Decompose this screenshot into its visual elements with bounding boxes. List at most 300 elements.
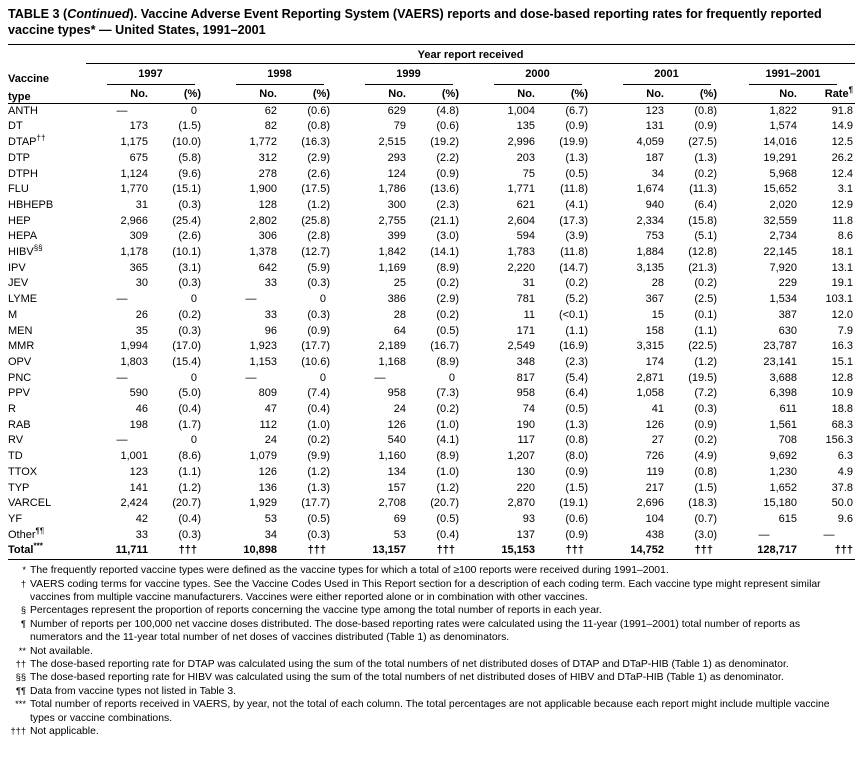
cell-pct: 26.2 bbox=[831, 151, 854, 164]
cell-pct: (0.8) bbox=[565, 434, 588, 447]
year-label: 1998 bbox=[236, 65, 324, 85]
cell-no: 157 bbox=[387, 481, 406, 494]
cell-no: 781 bbox=[516, 293, 535, 306]
cell-no: 32,559 bbox=[763, 214, 797, 227]
cell-pct: (1.0) bbox=[436, 465, 459, 478]
cell-no: — bbox=[116, 434, 128, 447]
cell-no: 117 bbox=[517, 434, 535, 447]
table-row bbox=[8, 496, 855, 512]
cell-pct: (7.3) bbox=[436, 387, 459, 400]
cell-pct: (0.3) bbox=[307, 528, 330, 541]
table-row bbox=[8, 339, 855, 355]
cell-pct: (0.2) bbox=[565, 277, 588, 290]
cell-pct: (2.2) bbox=[436, 151, 459, 164]
cell-pct: 0 bbox=[319, 293, 326, 306]
vaccine-name: LYME bbox=[8, 293, 38, 306]
cell-pct: (9.9) bbox=[307, 450, 330, 463]
cell-no: 621 bbox=[516, 198, 535, 211]
cell-pct: (15.8) bbox=[688, 214, 717, 227]
cell-no: 940 bbox=[645, 198, 664, 211]
cell-no: 28 bbox=[651, 277, 664, 290]
cell-no: 1,160 bbox=[378, 450, 406, 463]
cell-pct: (8.9) bbox=[436, 261, 459, 274]
table-row bbox=[8, 324, 855, 340]
cell-no: 19,291 bbox=[763, 151, 797, 164]
cell-no: 9,692 bbox=[769, 450, 797, 463]
footnote bbox=[8, 645, 855, 658]
cell-pct: (7.2) bbox=[694, 387, 717, 400]
cell-no: 1,652 bbox=[769, 481, 797, 494]
cell-pct: (16.3) bbox=[301, 136, 330, 149]
table-row bbox=[8, 214, 855, 230]
cell-no: 131 bbox=[645, 120, 664, 133]
cell-no: 3,315 bbox=[636, 340, 664, 353]
vaccine-name: PPV bbox=[8, 387, 31, 400]
cell-no: 611 bbox=[779, 403, 797, 416]
cell-no: 2,604 bbox=[507, 214, 535, 227]
cell-pct: (10.6) bbox=[301, 355, 330, 368]
cell-no: 2,870 bbox=[507, 497, 535, 510]
cell-no: 708 bbox=[778, 434, 797, 447]
cell-pct: (16.7) bbox=[430, 340, 459, 353]
vaccine-name: MMR bbox=[8, 340, 35, 353]
cell-no: 64 bbox=[393, 324, 406, 337]
cell-no: 2,802 bbox=[249, 214, 277, 227]
cell-pct: (0.1) bbox=[694, 308, 717, 321]
cell-pct: (1.1) bbox=[565, 324, 588, 337]
cell-no: 2,996 bbox=[507, 136, 535, 149]
cell-no: 3,688 bbox=[769, 371, 797, 384]
cell-pct: 12.0 bbox=[831, 308, 854, 321]
year-group-label bbox=[473, 63, 602, 85]
table-row bbox=[8, 151, 855, 167]
cell-no: 2,871 bbox=[636, 371, 664, 384]
year-group-label bbox=[602, 63, 731, 85]
cell-pct: (0.4) bbox=[307, 403, 330, 416]
vaccine-name: TD bbox=[8, 450, 23, 463]
cell-no: 27 bbox=[651, 434, 664, 447]
year-group-label bbox=[86, 63, 215, 85]
cell-no: 31 bbox=[522, 277, 535, 290]
table-row bbox=[8, 449, 855, 465]
cell-no: 136 bbox=[258, 481, 277, 494]
cell-pct: (0.8) bbox=[694, 104, 717, 117]
footnote bbox=[8, 618, 855, 645]
cell-no: 171 bbox=[516, 324, 535, 337]
footnote bbox=[8, 685, 855, 698]
cell-no: 173 bbox=[129, 120, 148, 133]
cell-pct: (7.4) bbox=[307, 387, 330, 400]
cell-no: 2,734 bbox=[769, 230, 797, 243]
cell-no: 438 bbox=[645, 528, 664, 541]
cell-no: 229 bbox=[778, 277, 797, 290]
table-row bbox=[8, 402, 855, 418]
cell-no: 365 bbox=[129, 261, 148, 274]
cell-no: 126 bbox=[387, 418, 406, 431]
cell-no: 1,168 bbox=[378, 355, 406, 368]
cell-no: 1,178 bbox=[120, 246, 148, 259]
cell-no: 630 bbox=[778, 324, 797, 337]
cell-pct: (1.0) bbox=[436, 418, 459, 431]
cell-no: 1,822 bbox=[769, 104, 797, 117]
cell-pct: (11.3) bbox=[689, 183, 717, 196]
cell-no: 1,770 bbox=[120, 183, 148, 196]
cell-no: 82 bbox=[264, 120, 277, 133]
cell-pct: (2.3) bbox=[436, 198, 459, 211]
vaccine-name: ANTH bbox=[8, 104, 38, 117]
subheader-pct: (%) bbox=[158, 85, 215, 104]
subheader-no: No. bbox=[602, 85, 674, 104]
cell-no: 41 bbox=[651, 403, 664, 416]
footnote bbox=[8, 578, 855, 605]
footnote bbox=[8, 698, 855, 725]
cell-no: 217 bbox=[645, 481, 664, 494]
cell-pct: (17.7) bbox=[301, 340, 330, 353]
cell-pct: (17.5) bbox=[301, 183, 330, 196]
cell-pct: (8.9) bbox=[436, 450, 459, 463]
cell-pct: (19.1) bbox=[559, 497, 588, 510]
cell-no: 123 bbox=[645, 104, 664, 117]
vaccine-col-spacer bbox=[8, 44, 86, 63]
vaccine-name: HIBV§§ bbox=[8, 243, 43, 259]
cell-pct: (25.8) bbox=[301, 214, 330, 227]
cell-pct: ††† bbox=[436, 544, 455, 557]
cell-no: 75 bbox=[522, 167, 535, 180]
cell-pct: 0 bbox=[190, 293, 197, 306]
cell-pct: (0.5) bbox=[565, 167, 588, 180]
table-row bbox=[8, 528, 855, 544]
cell-no: 1,207 bbox=[507, 450, 535, 463]
cell-pct: (4.8) bbox=[436, 104, 459, 117]
cell-no: 79 bbox=[393, 120, 406, 133]
cell-pct: ††† bbox=[834, 544, 854, 557]
vaccine-name: IPV bbox=[8, 261, 26, 274]
cell-pct: 12.8 bbox=[831, 371, 854, 384]
cell-no: 1,169 bbox=[378, 261, 406, 274]
cell-pct: ††† bbox=[565, 544, 584, 557]
cell-no: 2,515 bbox=[378, 136, 406, 149]
cell-no: 42 bbox=[135, 513, 148, 525]
cell-pct: (1.3) bbox=[307, 481, 330, 494]
subheader-pct: Rate¶ bbox=[805, 85, 855, 104]
cell-pct: (4.9) bbox=[694, 450, 717, 463]
cell-no: 594 bbox=[516, 230, 535, 243]
cell-pct: 12.4 bbox=[831, 167, 854, 180]
footnote-text: Not applicable. bbox=[30, 725, 99, 737]
cell-pct: (0.3) bbox=[178, 198, 201, 211]
cell-pct: 18.8 bbox=[831, 403, 854, 416]
cell-pct: (0.4) bbox=[178, 403, 201, 416]
cell-pct: (0.3) bbox=[178, 528, 201, 541]
vaccine-name: Total*** bbox=[8, 541, 43, 557]
table-row bbox=[8, 229, 855, 245]
footnote-text: The frequently reported vaccine types were defined as the vaccine types for which a total of ≥100 reports were received during 1991–2001. bbox=[30, 565, 669, 577]
cell-pct: 12.9 bbox=[831, 198, 854, 211]
footnote-marker: †† bbox=[15, 658, 26, 669]
subheader-pct: (%) bbox=[416, 85, 473, 104]
vaccine-name: HEPA bbox=[8, 230, 38, 243]
cell-pct: (0.6) bbox=[307, 104, 330, 117]
cell-pct: (3.1) bbox=[178, 261, 201, 274]
cell-pct: (19.9) bbox=[559, 136, 588, 149]
cell-pct: (0.5) bbox=[307, 513, 330, 525]
cell-no: 53 bbox=[393, 528, 406, 541]
subheader-no: No. bbox=[86, 85, 158, 104]
cell-no: 1,884 bbox=[636, 246, 664, 259]
cell-pct: (0.3) bbox=[178, 324, 201, 337]
cell-pct: (0.2) bbox=[436, 308, 459, 321]
cell-no: 10,898 bbox=[243, 544, 277, 557]
cell-no: 3,135 bbox=[636, 261, 664, 274]
cell-no: 46 bbox=[135, 403, 148, 416]
table-title bbox=[8, 6, 855, 39]
cell-no: 629 bbox=[387, 104, 406, 117]
cell-pct: (0.5) bbox=[436, 324, 459, 337]
cell-no: 34 bbox=[651, 167, 664, 180]
title-rest: ). Vaccine Adverse Event Reporting System (VAERS) reports and dose-based reporting rates for frequently reported vaccine types* — United States, 1991–2001 bbox=[8, 7, 822, 38]
cell-pct: (0.2) bbox=[694, 277, 717, 290]
table-row bbox=[8, 245, 855, 261]
cell-pct: (0.9) bbox=[565, 528, 588, 541]
cell-pct: (0.3) bbox=[178, 277, 201, 290]
cell-pct: (2.6) bbox=[178, 230, 201, 243]
cell-pct: (25.4) bbox=[172, 214, 201, 227]
cell-no: 1,124 bbox=[120, 167, 148, 180]
table-row bbox=[8, 418, 855, 434]
cell-no: 817 bbox=[516, 371, 535, 384]
cell-pct: ††† bbox=[178, 544, 197, 557]
cell-no: — bbox=[116, 293, 128, 306]
vaccine-name: RAB bbox=[8, 418, 31, 431]
cell-pct: (5.8) bbox=[178, 151, 201, 164]
cell-pct: (1.3) bbox=[694, 151, 717, 164]
year-label: 1997 bbox=[107, 65, 195, 85]
vaers-table bbox=[8, 44, 855, 560]
cell-pct: (0.2) bbox=[178, 308, 201, 321]
cell-pct: (21.3) bbox=[688, 261, 717, 274]
cell-pct: (0.9) bbox=[694, 120, 717, 133]
vaccine-name: M bbox=[8, 308, 18, 321]
subheader-no: No. bbox=[473, 85, 545, 104]
cell-no: 31 bbox=[135, 198, 148, 211]
cell-pct: (0.8) bbox=[307, 120, 330, 133]
cell-pct: (8.9) bbox=[436, 355, 459, 368]
cell-pct: (0.9) bbox=[694, 418, 717, 431]
cell-no: 30 bbox=[135, 277, 148, 290]
cell-no: 26 bbox=[135, 308, 148, 321]
cell-pct: (0.2) bbox=[694, 167, 717, 180]
cell-pct: (1.2) bbox=[307, 465, 330, 478]
cell-pct: (2.8) bbox=[307, 230, 330, 243]
cell-pct: (0.4) bbox=[436, 528, 459, 541]
cell-pct: (1.1) bbox=[178, 465, 201, 478]
cell-no: 1,783 bbox=[507, 246, 535, 259]
cell-pct: (17.0) bbox=[172, 340, 201, 353]
cell-no: 47 bbox=[264, 403, 277, 416]
cell-no: 642 bbox=[258, 261, 277, 274]
cell-pct: (5.1) bbox=[694, 230, 717, 243]
cell-pct: (12.7) bbox=[301, 246, 330, 259]
cell-no: 1,153 bbox=[249, 355, 277, 368]
table-row bbox=[8, 135, 855, 151]
cell-no: 4,059 bbox=[636, 136, 664, 149]
cell-pct: (1.2) bbox=[307, 198, 330, 211]
cell-pct: 0 bbox=[190, 434, 197, 447]
cell-no: 6,398 bbox=[769, 387, 797, 400]
cell-no: 174 bbox=[645, 355, 664, 368]
table-body bbox=[8, 103, 855, 559]
cell-no: 24 bbox=[393, 403, 406, 416]
title-prefix: TABLE 3 ( bbox=[8, 7, 68, 21]
cell-no: 33 bbox=[135, 528, 148, 541]
cell-no: 726 bbox=[645, 450, 664, 463]
table-row bbox=[8, 386, 855, 402]
subheader-row bbox=[8, 85, 855, 104]
cell-no: — bbox=[245, 293, 257, 306]
cell-pct: (1.5) bbox=[565, 481, 588, 494]
cell-no: 203 bbox=[516, 151, 535, 164]
vaccine-name: OPV bbox=[8, 355, 32, 368]
table-row bbox=[8, 465, 855, 481]
footnote bbox=[8, 604, 855, 617]
cell-pct: (5.9) bbox=[307, 261, 330, 274]
cell-pct: 10.9 bbox=[831, 387, 854, 400]
cell-pct: (20.7) bbox=[430, 497, 459, 510]
cell-no: 128 bbox=[258, 198, 277, 211]
cell-no: 198 bbox=[129, 418, 148, 431]
footnote-text: VAERS coding terms for vaccine types. See the Vaccine Codes Used in This Report section for a description of each coding term. Each vaccine type might represent similar vaccines from multiple vaccine manufacturers. Vaccines were either reported alone or in combination with other vaccines. bbox=[30, 578, 821, 603]
cell-no: 220 bbox=[516, 481, 535, 494]
cell-no: 69 bbox=[393, 513, 406, 525]
cell-pct: (0.9) bbox=[565, 120, 588, 133]
subheader-pct: (%) bbox=[287, 85, 344, 104]
cell-no: — bbox=[116, 104, 128, 117]
cell-no: 25 bbox=[393, 277, 406, 290]
subheader-no: No. bbox=[215, 85, 287, 104]
cell-pct: (4.1) bbox=[565, 198, 588, 211]
cell-pct: 68.3 bbox=[831, 418, 854, 431]
cell-no: 137 bbox=[516, 528, 535, 541]
cell-pct: 0 bbox=[319, 371, 326, 384]
cell-pct: (0.5) bbox=[436, 513, 459, 525]
cell-pct: (8.0) bbox=[565, 450, 588, 463]
cell-no: 2,220 bbox=[507, 261, 535, 274]
cell-no: 119 bbox=[646, 465, 664, 478]
vaccine-col-label-line1: Vaccine bbox=[8, 72, 49, 85]
cell-no: 367 bbox=[645, 293, 664, 306]
cell-no: — bbox=[758, 528, 770, 541]
year-report-received-header: Year report received bbox=[86, 44, 855, 63]
cell-pct: (0.8) bbox=[694, 465, 717, 478]
cell-pct: 16.3 bbox=[831, 340, 854, 353]
vaccine-name: DTP bbox=[8, 151, 30, 164]
cell-pct: ††† bbox=[694, 544, 713, 557]
cell-no: 11,711 bbox=[115, 544, 148, 557]
cell-no: 293 bbox=[387, 151, 406, 164]
cell-pct: 4.9 bbox=[837, 465, 854, 478]
cell-no: 187 bbox=[645, 151, 664, 164]
cell-pct: (15.4) bbox=[172, 355, 201, 368]
footnote-marker: ¶ bbox=[21, 618, 26, 629]
cell-pct: (1.2) bbox=[178, 481, 201, 494]
cell-pct: (20.7) bbox=[172, 497, 201, 510]
cell-no: 1,923 bbox=[249, 340, 277, 353]
cell-pct: (6.4) bbox=[694, 198, 717, 211]
table-row bbox=[8, 198, 855, 214]
year-group-label bbox=[731, 63, 855, 85]
cell-pct: 103.1 bbox=[825, 293, 854, 306]
cell-no: 1,079 bbox=[249, 450, 277, 463]
cell-pct: (0.5) bbox=[565, 403, 588, 416]
cell-no: 15,153 bbox=[501, 544, 535, 557]
cell-no: 96 bbox=[264, 324, 277, 337]
cell-no: 2,189 bbox=[378, 340, 406, 353]
footnote-text: The dose-based reporting rate for DTAP was calculated using the sum of the total numbers of net distributed doses of DTAP and DTaP-HIB (Table 1) as denominator. bbox=[30, 658, 789, 670]
cell-no: 348 bbox=[516, 355, 535, 368]
year-group-label bbox=[215, 63, 344, 85]
cell-pct: (4.1) bbox=[436, 434, 459, 447]
cell-pct: (<0.1) bbox=[558, 308, 588, 321]
cell-pct: (0.2) bbox=[436, 277, 459, 290]
cell-no: 33 bbox=[264, 277, 277, 290]
cell-pct: (13.6) bbox=[430, 183, 459, 196]
cell-pct: (0.6) bbox=[436, 120, 459, 133]
cell-pct: (1.3) bbox=[565, 418, 588, 431]
footnote-text: Total number of reports received in VAERS, by year, not the total of each column. The total percentages are not applicable because each report might include multiple vaccine types or vaccine combinations. bbox=[30, 699, 830, 724]
cell-pct: (2.3) bbox=[565, 355, 588, 368]
cell-pct: 0 bbox=[448, 371, 455, 384]
cell-no: 158 bbox=[645, 324, 664, 337]
cell-no: 1,929 bbox=[249, 497, 277, 510]
cell-pct: (10.1) bbox=[172, 246, 201, 259]
footnote-marker: † bbox=[20, 578, 26, 589]
year-label: 2000 bbox=[494, 65, 582, 85]
subheader-no: No. bbox=[731, 85, 805, 104]
cell-no: 306 bbox=[258, 230, 277, 243]
cell-no: 23,787 bbox=[763, 340, 797, 353]
cell-pct: 11.8 bbox=[832, 214, 854, 227]
cell-no: 130 bbox=[516, 465, 535, 478]
cell-no: 190 bbox=[516, 418, 535, 431]
cell-pct: (19.2) bbox=[430, 136, 459, 149]
cell-no: 104 bbox=[645, 513, 664, 525]
cell-no: 5,968 bbox=[769, 167, 797, 180]
cell-no: 387 bbox=[778, 308, 797, 321]
cell-pct: (2.9) bbox=[436, 293, 459, 306]
cell-no: 278 bbox=[258, 167, 277, 180]
cell-no: 15 bbox=[651, 308, 664, 321]
cell-pct: (6.7) bbox=[565, 104, 588, 117]
cell-no: 135 bbox=[516, 120, 535, 133]
cell-no: 35 bbox=[135, 324, 148, 337]
cell-pct: (3.9) bbox=[565, 230, 588, 243]
cell-pct: (0.9) bbox=[436, 167, 459, 180]
cell-no: 1,378 bbox=[249, 246, 277, 259]
cell-no: 2,708 bbox=[378, 497, 406, 510]
cell-no: 1,772 bbox=[249, 136, 277, 149]
cell-no: 24 bbox=[264, 434, 277, 447]
cell-no: 23,141 bbox=[763, 355, 797, 368]
cell-pct: (3.0) bbox=[694, 528, 717, 541]
cell-no: 309 bbox=[129, 230, 148, 243]
cell-no: 2,696 bbox=[636, 497, 664, 510]
table-row bbox=[8, 292, 855, 308]
subheader-no: No. bbox=[344, 85, 416, 104]
cell-pct: (14.7) bbox=[559, 261, 588, 274]
cell-no: 2,424 bbox=[120, 497, 148, 510]
vaccine-name: JEV bbox=[8, 277, 29, 290]
footnote-marker: ††† bbox=[10, 725, 26, 736]
